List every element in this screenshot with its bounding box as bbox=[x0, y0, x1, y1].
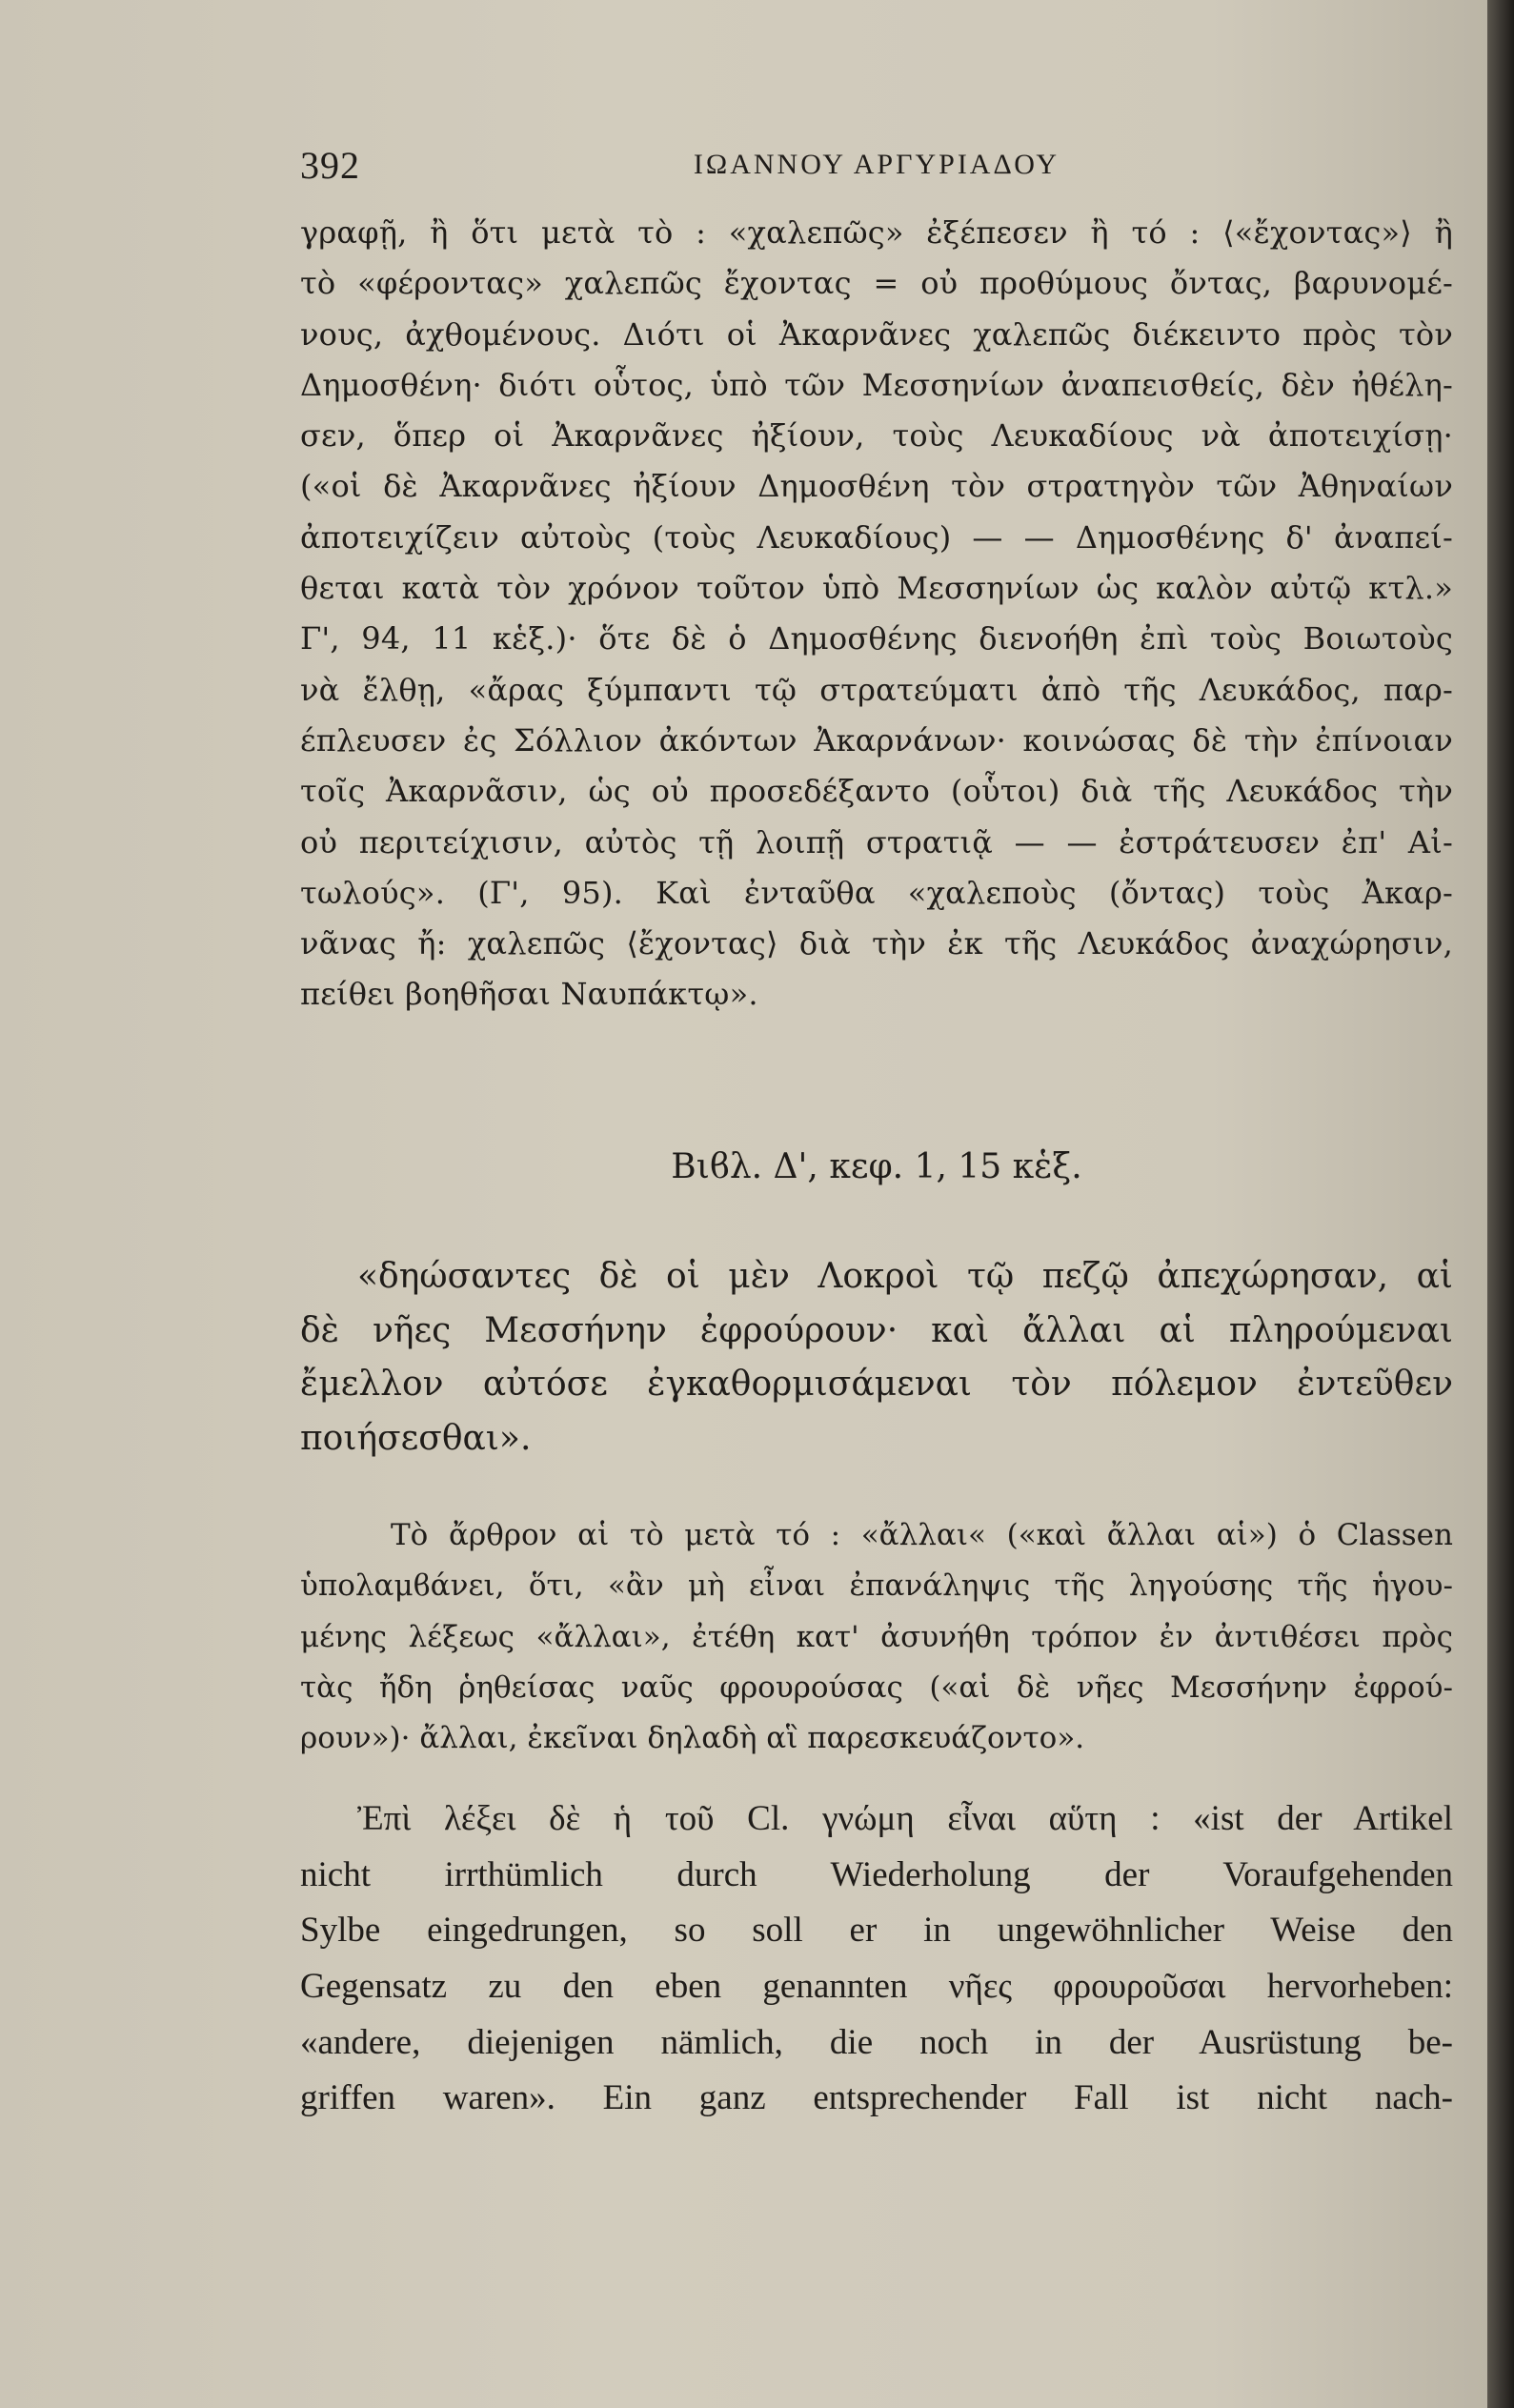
text-line: nicht irrthümlich durch Wiederholung der Voraufgehenden bbox=[300, 1854, 1453, 1894]
text-line: σεν, ὅπερ οἱ Ἀκαρνᾶνες ἠξίουν, τοὺς Λευκαδίους νὰ ἀποτειχίσῃ· bbox=[300, 417, 1453, 455]
text-line: Τὸ ἄρθρον αἱ τὸ μετὰ τό : «ἄλλαι« («καὶ ἄλλαι αἱ») ὁ Classen bbox=[391, 1518, 1453, 1552]
book-spine-shadow bbox=[1487, 0, 1514, 2408]
text-line: γραφῇ, ἢ ὅτι μετὰ τὸ : «χαλεπῶς» ἐξέπεσεν ἢ τό : ⟨«ἔχοντας»⟩ ἢ bbox=[300, 214, 1453, 251]
text-line: Γ', 94, 11 κἑξ.)· ὅτε δὲ ὁ Δημοσθένης διενοήθη ἐπὶ τοὺς Βοιωτοὺς bbox=[300, 620, 1453, 658]
page-number: 392 bbox=[300, 144, 360, 187]
text-line: Δημοσθένη· διότι οὗτος, ὑπὸ τῶν Μεσσηνίων ἀναπεισθείς, δὲν ἠθέλη- bbox=[300, 366, 1453, 403]
text-line: νὰ ἔλθῃ, «ἄρας ξύμπαντι τῷ στρατεύματι ἀπὸ τῆς Λευκάδος, παρ- bbox=[300, 671, 1453, 708]
text-line: οὐ περιτείχισιν, αὐτὸς τῇ λοιπῇ στρατιᾷ — — ἐστράτευσεν ἐπ' Αἰ- bbox=[300, 823, 1453, 860]
text-line: griffen waren». Ein ganz entsprechender Fall ist nicht nach- bbox=[300, 2078, 1453, 2118]
paragraph-4 bbox=[300, 1791, 1453, 2127]
text-line: Gegensatz zu den eben genannten νῆες φρουροῦσαι hervorheben: bbox=[300, 1967, 1453, 2007]
text-line: τωλούς». (Γ', 95). Καὶ ἐνταῦθα «χαλεποὺς (ὄντας) τοὺς Ἀκαρ- bbox=[300, 874, 1453, 911]
text-line: ὑπολαμϐάνει, ὅτι, «ἂν μὴ εἶναι ἐπανάληψις τῆς ληγούσης τῆς ἡγου- bbox=[300, 1568, 1453, 1604]
text-line: ρουν»)· ἄλλαι, ἐκεῖναι δηλαδὴ αἳ παρεσκευάζοντο». bbox=[300, 1721, 1085, 1756]
quoted-passage bbox=[300, 1250, 1453, 1467]
text-line: θεται κατὰ τὸν χρόνον τοῦτον ὑπὸ Μεσσηνίων ὡς καλὸν αὐτῷ κτλ.» bbox=[300, 570, 1453, 607]
section-reference: Βιϐλ. Δ', κεφ. 1, 15 κἑξ. bbox=[671, 1147, 1082, 1186]
text-line: Sylbe eingedrungen, so soll er in ungewöhnlicher Weise den bbox=[300, 1911, 1453, 1951]
text-line: τὸ «φέροντας» χαλεπῶς ἔχοντας = οὐ προθύμους ὄντας, βαρυνομέ- bbox=[300, 265, 1453, 302]
text-line: νᾶνας ἤ: χαλεπῶς ⟨ἔχοντας⟩ διὰ τὴν ἐκ τῆς Λευκάδος ἀναχώρησιν, bbox=[300, 925, 1453, 962]
text-line: ἀποτειχίζειν αὐτοὺς (τοὺς Λευκαδίους) — — Δημοσθένης δ' ἀναπεί- bbox=[300, 518, 1453, 556]
paragraph-1 bbox=[300, 208, 1453, 1021]
text-line: Ἐπὶ λέξει δὲ ἡ τοῦ Cl. γνώμη εἶναι αὕτη : «ist der Artikel bbox=[357, 1799, 1453, 1838]
text-line: («οἱ δὲ Ἀκαρνᾶνες ἠξίουν Δημοσθένη τὸν στρατηγὸν τῶν Ἀθηναίων bbox=[300, 468, 1453, 505]
text-line: μένης λέξεως «ἄλλαι», ἐτέθη κατ' ἀσυνήθη τρόπον ἐν ἀντιθέσει πρὸς bbox=[300, 1619, 1453, 1654]
text-line: νους, ἀχθομένους. Διότι οἱ Ἀκαρνᾶνες χαλεπῶς διέκειντο πρὸς τὸν bbox=[300, 315, 1453, 353]
text-line: πείθει βοηθῆσαι Ναυπάκτῳ». bbox=[300, 976, 758, 1013]
text-line: έπλευσεν ἐς Σόλλιον ἀκόντων Ἀκαρνάνων· κοινώσας δὲ τὴν ἐπίνοιαν bbox=[300, 721, 1453, 759]
text-line: τὰς ἤδη ῥηθείσας ναῦς φρουρούσας («αἱ δὲ νῆες Μεσσήνην ἐφρού- bbox=[300, 1669, 1453, 1705]
text-line: δὲ νῆες Μεσσήνην ἐφρούρουν· καὶ ἄλλαι αἱ πληρούμεναι bbox=[300, 1310, 1453, 1350]
page-header bbox=[300, 143, 1453, 200]
text-line: «δηώσαντες δὲ οἱ μὲν Λοκροὶ τῷ πεζῷ ἀπεχώρησαν, αἱ bbox=[357, 1257, 1453, 1296]
text-line: ἔμελλον αὐτόσε ἐγκαθορμισάμεναι τὸν πόλεμον ἐντεῦθεν bbox=[300, 1365, 1453, 1405]
text-line: «andere, diejenigen nämlich, die noch in der Ausrüstung be- bbox=[300, 2022, 1453, 2062]
running-title: ΙΩΑΝΝΟΥ ΑΡΓΥΡΙΑΔΟΥ bbox=[693, 149, 1060, 180]
paragraph-3 bbox=[300, 1510, 1453, 1764]
text-line: τοῖς Ἀκαρνᾶσιν, ὡς οὐ προσεδέξαντο (οὗτοι) διὰ τῆς Λευκάδος τὴν bbox=[300, 773, 1453, 810]
text-line: ποιήσεσθαι». bbox=[300, 1419, 532, 1459]
